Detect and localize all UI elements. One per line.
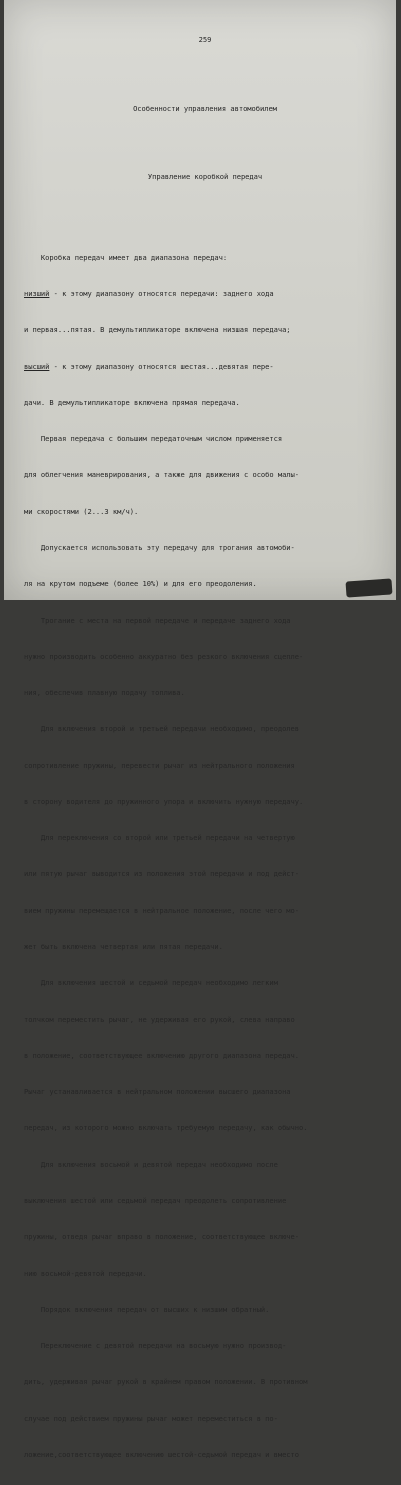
- text-line: ния, обеспечив плавную подачу топлива.: [24, 688, 185, 698]
- text-line: Первая передача с большим передаточным числом применяется: [24, 434, 283, 444]
- text-line: Для включения второй и третьей передачи необходимо, преодолев: [24, 724, 300, 734]
- text-line: вием пружины перемещается в нейтральное положение, после чего мо-: [24, 905, 300, 915]
- text-line: в сторону водителя до пружинного упора и включить нужную передачу.: [24, 796, 304, 806]
- text-line: или пятую рычаг выводится из положения этой передачи и под дейст-: [24, 869, 300, 879]
- text-line: высший - к этому диапазону относятся шестая...девятая пере-: [24, 361, 274, 371]
- text-line: ми скоростями (2...3 км/ч).: [24, 506, 139, 516]
- text-line: Допускается использовать эту передачу для трогания автомоби-: [24, 542, 295, 552]
- text-line: низший - к этому диапазону относятся передачи: заднего хода: [24, 288, 274, 298]
- text-line: ля на крутом подъеме (более 10%) и для его преодоления.: [24, 579, 257, 589]
- page-text: [24, 10, 386, 1485]
- text-line: в положение, соответствующее включению другого диапазона передач.: [24, 1050, 300, 1060]
- text-line: Для включения восьмой и девятой передач необходимо после: [24, 1159, 278, 1169]
- text-line: случае под действием пружины рычаг может переместиться в по-: [24, 1413, 278, 1423]
- text-line: жет быть включена четвертая или пятая передачи.: [24, 942, 223, 952]
- text-line: Рычаг устанавливается в нейтральном положении высшего диапазона: [24, 1087, 291, 1097]
- text-line: и первая...пятая. В демультипликаторе включена низшая передача;: [24, 325, 291, 335]
- text-line: Переключение с девятой передачи на восьмую нужно производ-: [24, 1341, 287, 1351]
- text-line: Для включения шестой и седьмой передач необходимо легким: [24, 978, 278, 988]
- text-line: передач, из которого можно включать требуемую передачу, как обычно.: [24, 1123, 308, 1133]
- text-line: нужно производить особенно аккуратно без резкого включения сцепле-: [24, 651, 304, 661]
- subsection-heading: Управление коробкой передач: [147, 172, 263, 182]
- text-line: пружины, отведя рычаг вправо в положение, соответствующее включе-: [24, 1232, 300, 1242]
- section-heading: Особенности управления автомобилем: [133, 103, 277, 113]
- text-line: Коробка передач имеет два диапазона передач:: [24, 252, 228, 262]
- term-high: высший: [24, 361, 50, 371]
- text-line: дить, удерживая рычаг рукой в крайнем правом положении. В противном: [24, 1377, 308, 1387]
- term-low: низший: [24, 288, 50, 298]
- text-line: дачи. В демультипликаторе включена прямая передача.: [24, 397, 240, 407]
- text-line: сопротивление пружины, перевести рычаг из нейтрального положения: [24, 760, 295, 770]
- text-line: выключения шестой или седьмой передач преодолеть сопротивление: [24, 1196, 287, 1205]
- text-line: толчком переместить рычаг, не удерживая его рукой, слева направо: [24, 1014, 295, 1024]
- text-line: Трогание с места на первой передаче и передаче заднего хода: [24, 615, 291, 625]
- corner-stamp: [345, 578, 392, 597]
- text-line: Для переключения со второй или третьей передачи на четвертую: [24, 833, 295, 843]
- text-line: Порядок включения передач от высших к низшим обратный.: [24, 1304, 270, 1314]
- page-number: 259: [198, 35, 212, 45]
- document-page: [4, 0, 396, 1459]
- text-line: для облегчения маневрирования, а также для движения с особо малы-: [24, 470, 300, 480]
- text-line: нию восьмой-девятой передачи.: [24, 1268, 147, 1278]
- text-line: ложение,соответствующее включению шестой-седьмой передач и вместо: [24, 1449, 300, 1459]
